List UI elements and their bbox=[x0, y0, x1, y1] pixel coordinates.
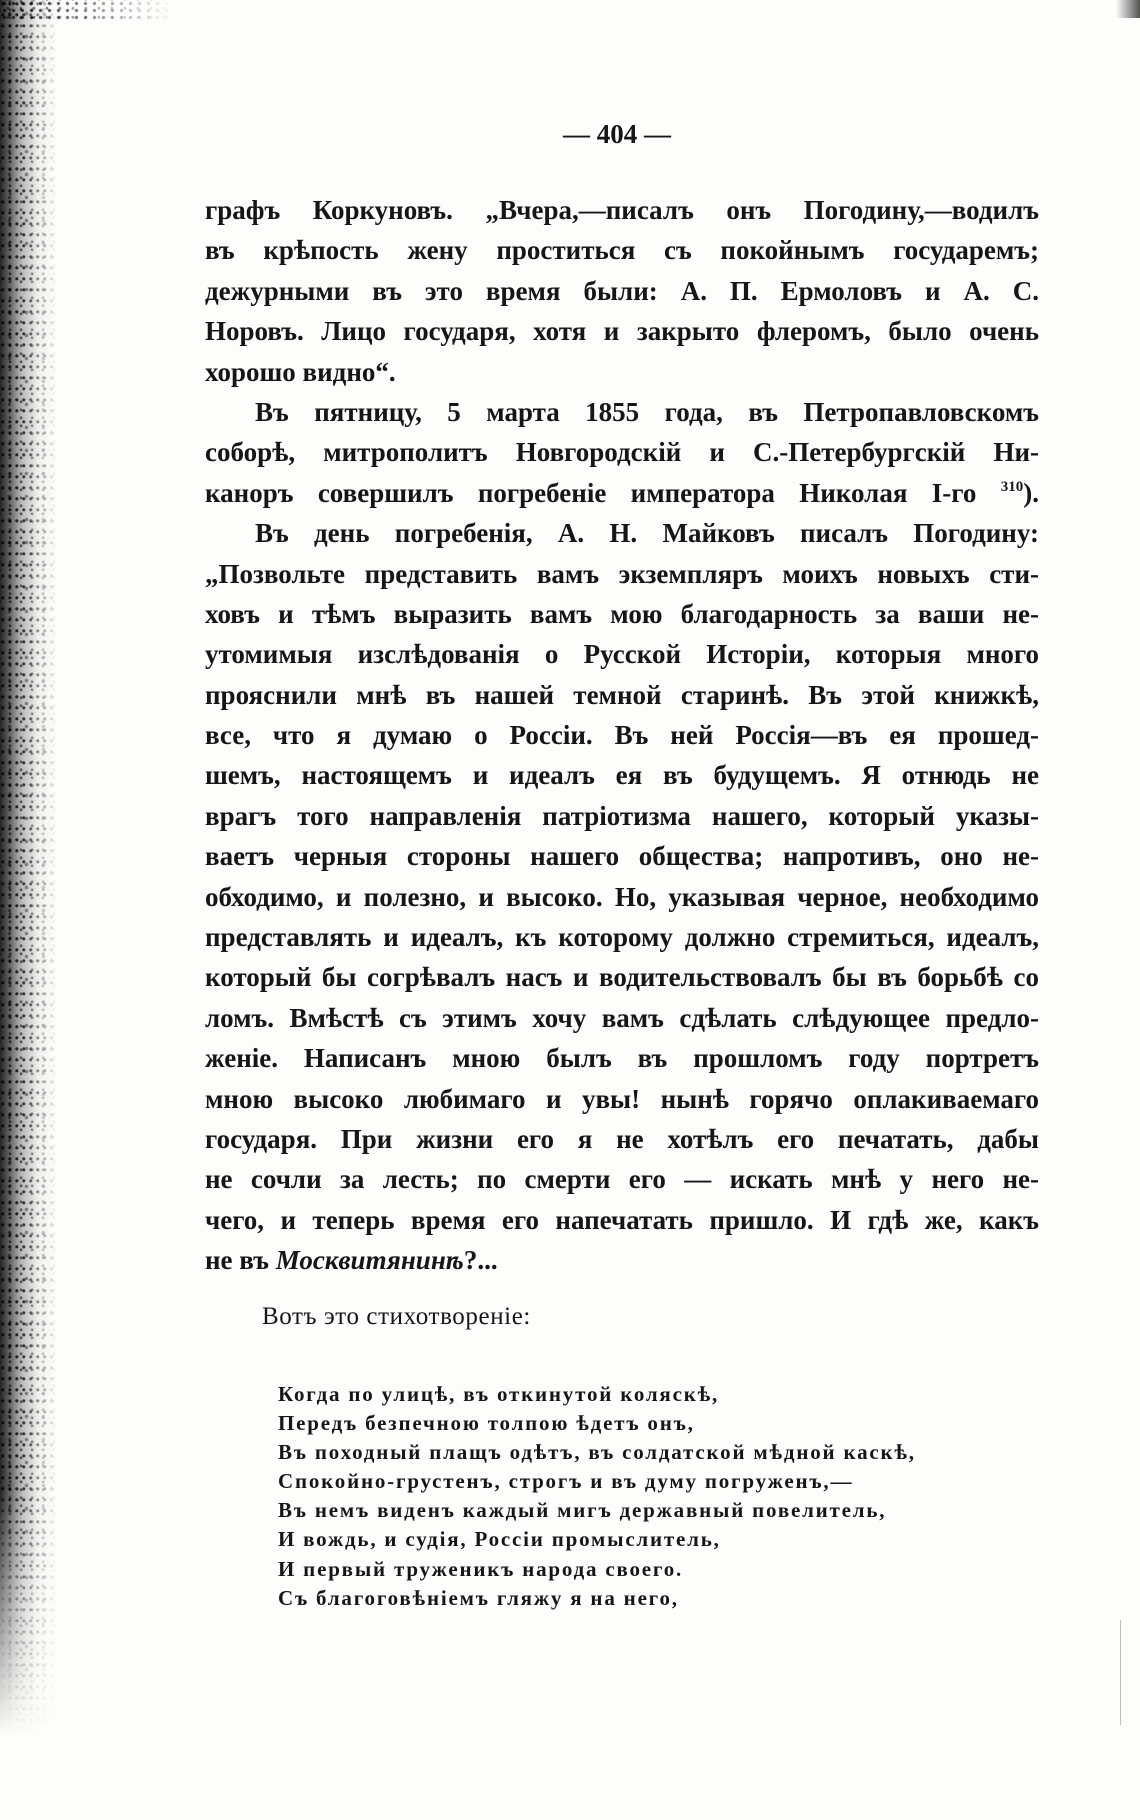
text-line: прояснили мнѣ въ нашей темной старинѣ. Въ этой книжкѣ, bbox=[205, 679, 1039, 710]
paragraph-2 bbox=[205, 392, 1039, 513]
text-line-part: не въ bbox=[205, 1245, 276, 1276]
poem-stanza bbox=[278, 1380, 916, 1613]
poem-line: Передъ безпечною толпою ѣдетъ онъ, bbox=[278, 1411, 695, 1436]
italic-journal-title: Москвитянинѣ bbox=[275, 1245, 464, 1276]
scan-fold-line bbox=[1120, 1620, 1121, 1725]
text-line: Въ пятницу, 5 марта 1855 года, въ Петропавловскомъ bbox=[255, 396, 1039, 427]
text-line: шемъ, настоящемъ и идеалъ ея въ будущемъ. Я отнюдь не bbox=[205, 760, 1039, 791]
text-line: Въ день погребенія, А. Н. Майковъ писалъ Погодину: bbox=[255, 518, 1039, 549]
text-line: хорошо видно“. bbox=[205, 356, 396, 387]
text-line: мною высоко любимаго и увы! нынѣ горячо оплакиваемаго bbox=[205, 1083, 1039, 1114]
text-line: обходимо, и полезно, и высоко. Но, указывая черное, необходимо bbox=[205, 881, 1039, 912]
text-line-part: ?... bbox=[463, 1245, 498, 1276]
poem-line: Спокойно-грустенъ, строгъ и въ думу погруженъ,— bbox=[278, 1469, 854, 1494]
text-line: который бы согрѣвалъ насъ и водительствовалъ бы въ борьбѣ со bbox=[205, 962, 1039, 993]
footnote-ref: 310 bbox=[1000, 478, 1024, 495]
text-line: дежурными въ это время были: А. П. Ермоловъ и А. С. bbox=[205, 275, 1039, 306]
text-line: „Позвольте представить вамъ экземпляръ моихъ новыхъ сти- bbox=[205, 558, 1039, 589]
text-line-part: ). bbox=[1023, 477, 1039, 508]
text-line bbox=[205, 473, 1039, 513]
poem-line: Въ немъ виденъ каждый мигъ державный повелитель, bbox=[278, 1498, 887, 1523]
text-line: ломъ. Вмѣстѣ съ этимъ хочу вамъ сдѣлать слѣдующее предло- bbox=[205, 1002, 1039, 1033]
text-line: государя. При жизни его я не хотѣлъ его печатать, дабы bbox=[205, 1123, 1039, 1154]
poem-line: Въ походный плащъ одѣтъ, въ солдатской мѣдной каскѣ, bbox=[278, 1440, 916, 1465]
scan-corner-mark bbox=[1116, 0, 1140, 18]
poem-line: И вождь, и судія, Россіи промыслитель, bbox=[278, 1527, 721, 1552]
text-line: представлять и идеалъ, къ которому должно стремиться, идеалъ, bbox=[205, 922, 1039, 953]
text-line: женіе. Написанъ мною былъ въ прошломъ году портретъ bbox=[205, 1043, 1039, 1074]
body-text bbox=[205, 190, 1039, 1281]
poem-line: Когда по улицѣ, въ откинутой коляскѣ, bbox=[278, 1382, 720, 1406]
paragraph-1 bbox=[205, 190, 1039, 392]
text-line: врагъ того направленія патріотизма нашего, который указы- bbox=[205, 800, 1039, 831]
paragraph-3 bbox=[205, 513, 1039, 1280]
poem-line: Съ благоговѣніемъ гляжу я на него, bbox=[278, 1585, 679, 1610]
text-line: графъ Коркуновъ. „Вчера,—писалъ онъ Погодину,—водилъ bbox=[205, 195, 1039, 225]
text-line-part: каноръ совершилъ погребеніе императора Николая I-го bbox=[205, 477, 1001, 508]
text-line: ховъ и тѣмъ выразить вамъ мою благодарность за ваши не- bbox=[205, 598, 1039, 629]
text-line: утомимыя изслѣдованія о Русской Исторіи, которыя много bbox=[205, 639, 1039, 670]
poem-line: И первый труженикъ народа своего. bbox=[278, 1556, 684, 1581]
text-line: не сочли за лесть; по смерти его — искать мнѣ у него не- bbox=[205, 1164, 1039, 1195]
scan-edge-specks bbox=[0, 0, 58, 1735]
scan-edge-artifact bbox=[0, 0, 60, 1735]
poem-intro: Вотъ это стихотвореніе: bbox=[262, 1303, 531, 1330]
scan-corner-specks bbox=[0, 0, 175, 22]
page-number: — 404 — bbox=[563, 119, 671, 149]
text-line bbox=[205, 1240, 1039, 1280]
text-line: чего, и теперь время его напечатать пришло. И гдѣ же, какъ bbox=[205, 1204, 1039, 1235]
text-line: ваетъ черныя стороны нашего общества; напротивъ, оно не- bbox=[205, 841, 1039, 872]
text-line: въ крѣпость жену проститься съ покойнымъ государемъ; bbox=[205, 235, 1039, 266]
text-line: Норовъ. Лицо государя, хотя и закрыто флеромъ, было очень bbox=[205, 316, 1039, 347]
text-line: все, что я думаю о Россіи. Въ ней Россія—въ ея прошед- bbox=[205, 720, 1039, 751]
text-line: соборѣ, митрополитъ Новгородскій и С.-Петербургскій Ни- bbox=[205, 437, 1039, 468]
